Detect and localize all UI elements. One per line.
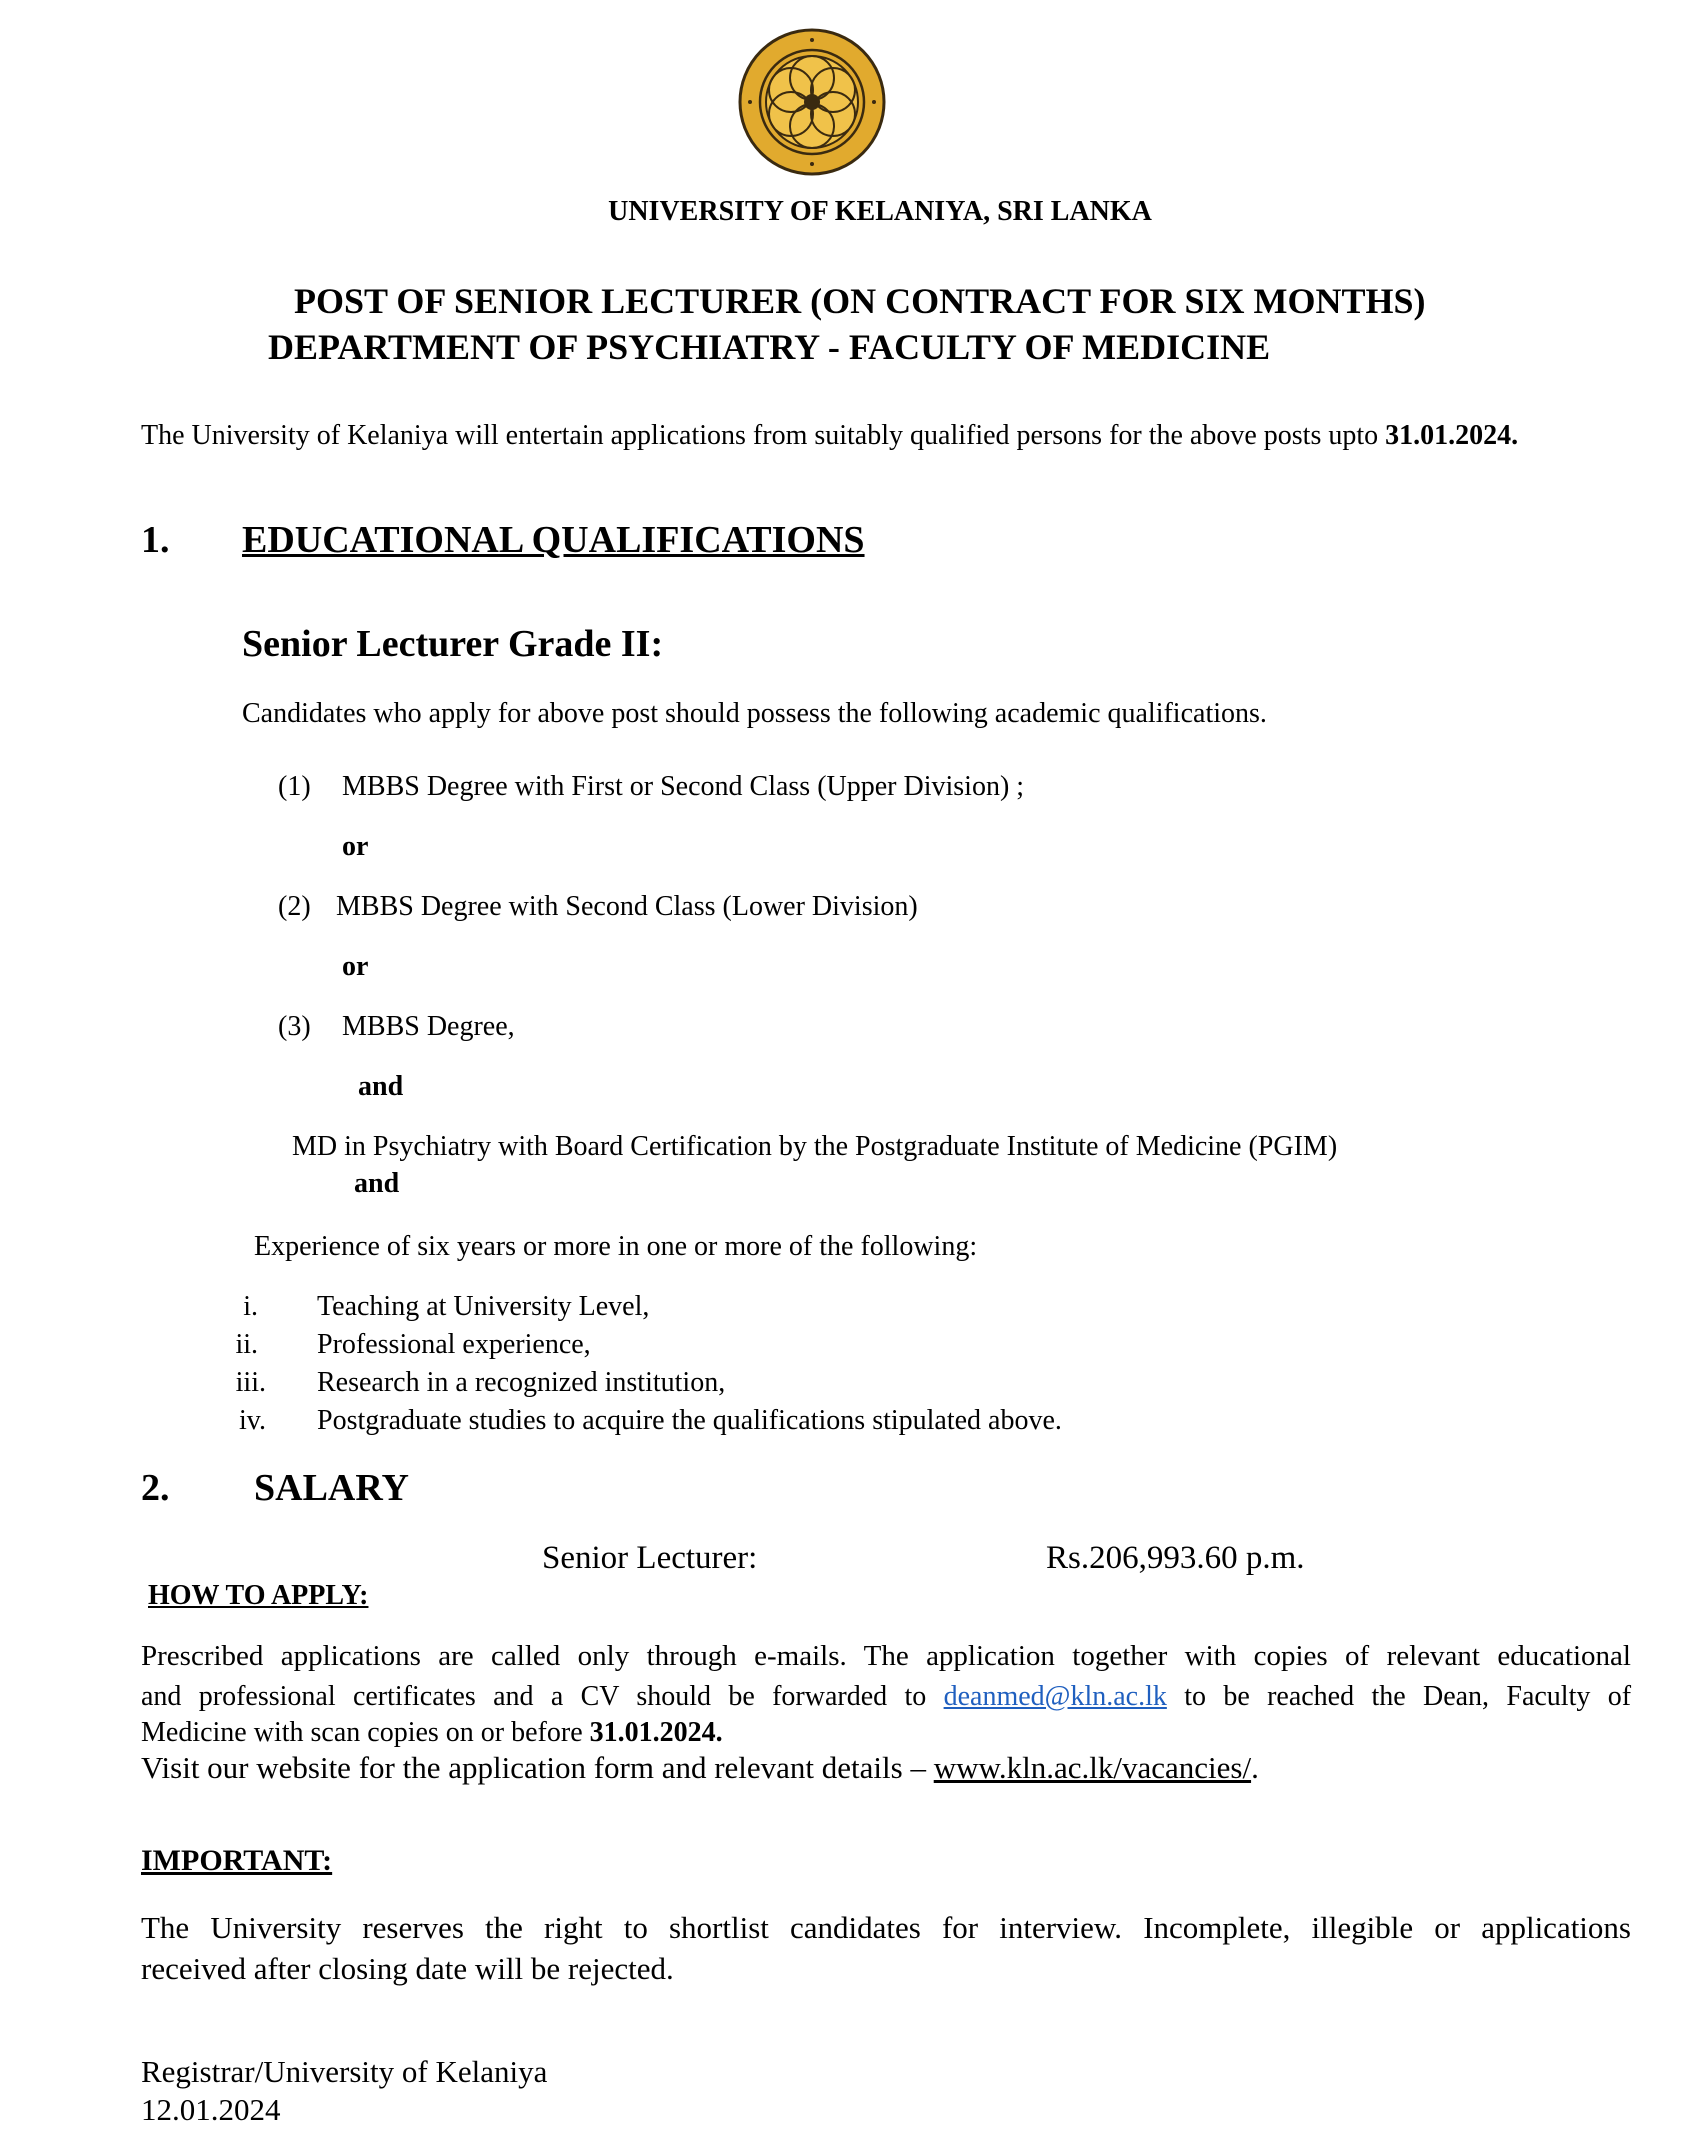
apply-line-4 (141, 1750, 1259, 1786)
important-heading: IMPORTANT: (141, 1844, 333, 1877)
section2-number: 2. (141, 1467, 170, 1509)
option-1-text: MBBS Degree with First or Second Class (Upper Division) ; (342, 771, 1025, 802)
qualification-lead: Candidates who apply for above post should possess the following academic qualifications. (242, 698, 1267, 729)
department-title: DEPARTMENT OF PSYCHIATRY - FACULTY OF MEDICINE (268, 327, 1271, 367)
intro-paragraph (141, 420, 1518, 452)
option-3-text: MBBS Degree, (342, 1011, 515, 1042)
university-seal-logo (738, 28, 886, 176)
grade-subheading: Senior Lecturer Grade II: (242, 623, 664, 665)
apply-line-3-text: Medicine with scan copies on or before (141, 1717, 590, 1748)
salary-post: Senior Lecturer: (542, 1540, 758, 1576)
or-connector-2: or (342, 951, 369, 982)
and-connector-1: and (358, 1071, 404, 1102)
experience-1-text: Teaching at University Level, (317, 1291, 650, 1322)
apply-deadline: 31.01.2024. (589, 1717, 723, 1748)
section1-heading: EDUCATIONAL QUALIFICATIONS (242, 519, 865, 561)
section1-number: 1. (141, 519, 170, 561)
intro-text: The University of Kelaniya will entertain applications from suitably qualified persons for the above posts upto (141, 420, 1386, 451)
important-line-1: The University reserves the right to shortlist candidates for interview. Incomplete, illegible or applications (141, 1910, 1631, 1945)
experience-lead: Experience of six years or more in one or more of the following: (254, 1231, 978, 1262)
apply-line-4-end: . (1251, 1750, 1259, 1785)
apply-line-3 (141, 1717, 723, 1749)
post-title: POST OF SENIOR LECTURER (ON CONTRACT FOR SIX MONTHS) (294, 281, 1426, 321)
md-requirement: MD in Psychiatry with Board Certification by the Postgraduate Institute of Medicine (PGIM) (292, 1131, 1338, 1162)
apply-line-2 (141, 1681, 1631, 1713)
experience-1-number: i. (243, 1291, 258, 1322)
or-connector-1: or (342, 831, 369, 862)
dean-email-link[interactable]: deanmed@kln.ac.lk (943, 1681, 1167, 1712)
apply-line-2-start: and professional certificates and a CV should be forwarded to (141, 1681, 927, 1712)
experience-3-text: Research in a recognized institution, (317, 1367, 726, 1398)
option-3-number: (3) (278, 1011, 311, 1042)
experience-4-text: Postgraduate studies to acquire the qualifications stipulated above. (317, 1405, 1062, 1436)
notice-date: 12.01.2024 (141, 2092, 281, 2127)
vacancies-website-link[interactable]: www.kln.ac.lk/vacancies/ (933, 1750, 1252, 1785)
salary-amount: Rs.206,993.60 p.m. (1046, 1540, 1305, 1576)
section2-heading: SALARY (254, 1467, 409, 1509)
apply-line-2-end: to be reached the Dean, Faculty of (1184, 1681, 1632, 1712)
important-line-2: received after closing date will be rejected. (141, 1951, 674, 1986)
and-connector-2: and (354, 1168, 400, 1199)
experience-3-number: iii. (235, 1367, 266, 1398)
apply-line-4-text: Visit our website for the application form and relevant details – (141, 1750, 934, 1785)
experience-2-number: ii. (235, 1329, 258, 1360)
intro-deadline: 31.01.2024. (1385, 420, 1519, 451)
apply-line-1: Prescribed applications are called only through e-mails. The application together with copies of relevant educational (141, 1640, 1631, 1672)
experience-2-text: Professional experience, (317, 1329, 591, 1360)
how-to-apply-heading: HOW TO APPLY: (148, 1580, 369, 1611)
university-name: UNIVERSITY OF KELANIYA, SRI LANKA (608, 196, 1152, 227)
option-2-number: (2) (278, 891, 311, 922)
option-2-text: MBBS Degree with Second Class (Lower Division) (336, 891, 918, 922)
option-1-number: (1) (278, 771, 311, 802)
experience-4-number: iv. (239, 1405, 266, 1436)
signatory: Registrar/University of Kelaniya (141, 2054, 548, 2089)
